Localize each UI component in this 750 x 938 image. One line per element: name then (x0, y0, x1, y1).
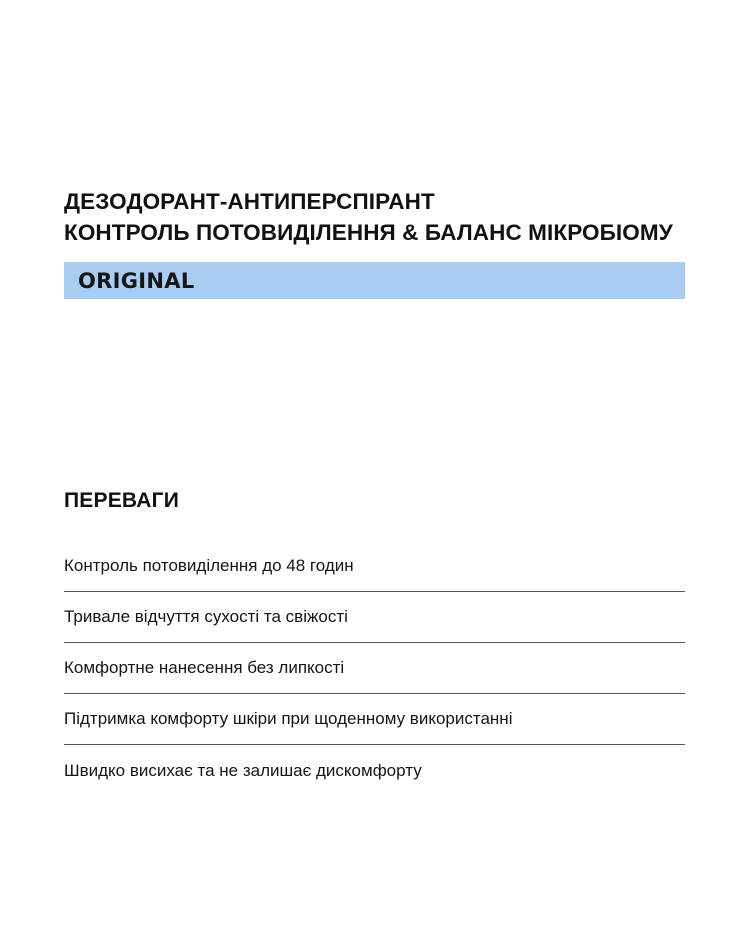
benefit-item: Комфортне нанесення без липкості (64, 643, 685, 694)
benefits-list (64, 541, 685, 796)
product-title-line-2: КОНТРОЛЬ ПОТОВИДІЛЕННЯ & БАЛАНС МІКРОБІОМУ (64, 220, 673, 245)
benefit-item: Контроль потовиділення до 48 годин (64, 541, 685, 592)
benefit-item: Тривале відчуття сухості та свіжості (64, 592, 685, 643)
variant-banner (64, 262, 685, 299)
product-title-line-1: ДЕЗОДОРАНТ-АНТИПЕРСПІРАНТ (64, 189, 435, 214)
product-title (64, 186, 694, 248)
benefits-heading: ПЕРЕВАГИ (64, 489, 179, 512)
benefit-item: Швидко висихає та не залишає дискомфорту (64, 760, 422, 780)
variant-label: ORIGINAL (78, 268, 195, 293)
benefit-item: Підтримка комфорту шкіри при щоденному використанні (64, 694, 685, 745)
